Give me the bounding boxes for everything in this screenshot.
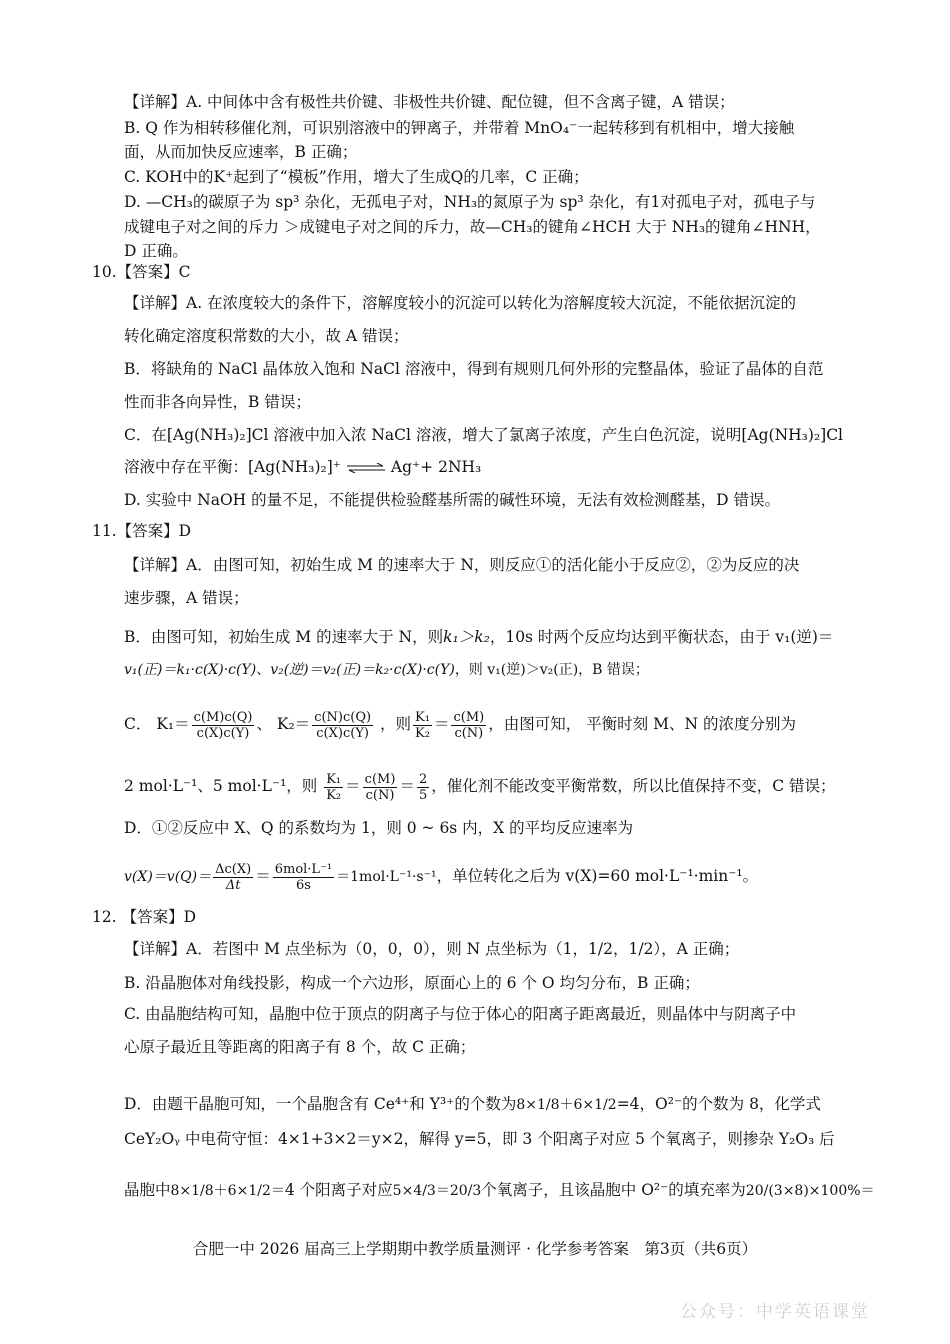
- q11-option-d-line1: D．①②反应中 X、Q 的系数均为 1，则 0 ~ 6s 内，X 的平均反应速率为: [124, 819, 634, 837]
- q12-option-a: 【详解】A．若图中 M 点坐标为（0，0，0），则 N 点坐标为（1，1/2，1/2），A 正确；: [124, 940, 740, 958]
- q9-option-d-line2: 成键电子对之间的斥力 ＞成键电子对之间的斥力，故—CH₃的键角∠HCH 大于 NH₃的键角∠HNH，: [124, 218, 821, 236]
- q10-equilibrium-left: 溶液中存在平衡：[Ag(NH₃)₂]⁺: [124, 458, 341, 476]
- q11-option-a-line1: 【详解】A．由图可知，初始生成 M 的速率大于 N，则反应①的活化能小于反应②，②为反应的决: [124, 556, 800, 574]
- q10-option-c-line2: [124, 457, 481, 477]
- q9-option-d-line1: D. —CH₃的碳原子为 sp³ 杂化，无孤电子对，NH₃的氮原子为 sp³ 杂化，有1对孤电子对，孤电子与: [124, 193, 816, 211]
- concentration-ratio: $\frac{c(M)}{c(N)}$: [453, 709, 485, 741]
- page-footer: 合肥一中 2026 届高三上学期期中教学质量测评 · 化学参考答案 第3页（共6页）: [192, 1240, 758, 1258]
- ion-count-formula: 8×1/8＋6×1/2: [516, 1097, 617, 1113]
- q12-answer-heading: 12. 【答案】D: [92, 908, 197, 926]
- ratio-value: $\frac{2}{5}$: [418, 771, 428, 803]
- q10-option-d: D. 实验中 NaOH 的量不足，不能提供检验醛基所需的碱性环境，无法有效检测醛基，D 错误。: [124, 491, 780, 509]
- q9-option-a: 【详解】A. 中间体中含有极性共价键、非极性共价键、配位键，但不含离子键，A 错误；: [124, 93, 735, 111]
- q10-option-b-line1: B．将缺角的 NaCl 晶体放入饱和 NaCl 溶液中，得到有规则几何外形的完整晶体，验证了晶体的自范: [124, 360, 824, 378]
- q11-option-d-line2: v(X)＝v(Q)＝ $\frac{\Delta c(X)}{\Delta t}$ ＝ $\frac{\text{6mol·L⁻¹}}{6s}$ ＝1mol·L⁻¹·s⁻¹，单位转化之后为 v(X)=60 mol·L⁻¹·min⁻¹。: [124, 861, 759, 893]
- q12-option-c-line1: C. 由晶胞结构可知，晶胞中位于顶点的阴离子与位于体心的阳离子距离最近，则晶体中与阴离子中: [124, 1005, 797, 1023]
- q11-option-c-line2: 2 mol·L⁻¹、5 mol·L⁻¹，则 $\frac{\text{K₁}}{\text{K₂}}$ ＝ $\frac{c(M)}{c(N)}$ ＝ $\frac{2}{5}$ ，催化剂不能改变平衡常数，所以比值保持不变，C 错误；: [124, 771, 836, 803]
- equilibrium-arrow-icon: [346, 463, 386, 473]
- watermark: 公众号：中学英语课堂: [680, 1302, 870, 1322]
- k1-expression: $\frac{c(M)c(Q)}{c(X)c(Y)}$: [193, 709, 253, 741]
- q11-option-b-line1: B．由图可知，初始生成 M 的速率大于 N，则k₁＞k₂，10s 时两个反应均达到平衡状态，由于 v₁(逆)＝: [124, 628, 834, 646]
- k-ratio: $\frac{\text{K₁}}{\text{K₂}}$: [415, 709, 430, 741]
- q9-option-d-line3: D 正确。: [124, 242, 188, 260]
- q12-option-d-line2: CeY₂Oᵧ 中电荷守恒：4×1+3×2＝y×2，解得 y=5，即 3 个阳离子对应 5 个氧离子，则掺杂 Y₂O₃ 后: [124, 1130, 835, 1148]
- q11-answer-heading: 11.【答案】D: [92, 522, 192, 540]
- q12-option-d-line1: D．由题干晶胞可知，一个晶胞含有 Ce⁴⁺和 Y³⁺的个数为8×1/8＋6×1/2=4，O²⁻的个数为 8，化学式: [124, 1095, 821, 1113]
- q12-option-c-line2: 心原子最近且等距离的阳离子有 8 个，故 C 正确；: [124, 1038, 476, 1056]
- k2-expression: $\frac{c(N)c(Q)}{c(X)c(Y)}$: [314, 709, 372, 741]
- rate-expression-2: v₂(逆)＝v₂(正)＝k₂·c(X)·c(Y): [270, 662, 455, 678]
- q11-option-a-line2: 速步骤，A 错误；: [124, 589, 249, 607]
- q10-option-a-line2: 转化确定溶度积常数的大小，故 A 错误；: [124, 327, 409, 345]
- q10-option-c-line1: C．在[Ag(NH₃)₂]Cl 溶液中加入浓 NaCl 溶液，增大了氯离子浓度，产生白色沉淀，说明[Ag(NH₃)₂]Cl: [124, 426, 844, 444]
- q9-option-b-line2: 面，从而加快反应速率，B 正确；: [124, 143, 358, 161]
- q10-answer-heading: 10.【答案】C: [92, 263, 191, 281]
- rate-constant-compare: k₁＞k₂: [443, 628, 490, 646]
- q10-option-b-line2: 性而非各向异性，B 错误；: [124, 393, 311, 411]
- q11-option-b-line2: v₁(正)＝k₁·c(X)·c(Y)、v₂(逆)＝v₂(正)＝k₂·c(X)·c(Y)，则 v₁(逆)＞v₂(正)，B 错误；: [124, 662, 649, 678]
- rate-expression-1: v₁(正)＝k₁·c(X)·c(Y): [124, 662, 257, 678]
- q10-equilibrium-right: Ag⁺+ 2NH₃: [390, 458, 482, 476]
- q12-option-b: B. 沿晶胞体对角线投影，构成一个六边形，原面心上的 6 个 O 均匀分布，B 正确；: [124, 974, 700, 992]
- q12-option-d-line3: 晶胞中8×1/8＋6×1/2＝4 个阳离子对应5×4/3＝20/3个氧离子，且该晶胞中 O²⁻的填充率为20/(3×8)×100%＝: [124, 1181, 875, 1199]
- q10-option-a-line1: 【详解】A. 在浓度较大的条件下，溶解度较小的沉淀可以转化为溶解度较大沉淀，不能依据沉淀的: [124, 294, 797, 312]
- q11-option-c-line1: C． K₁＝ $\frac{c(M)c(Q)}{c(X)c(Y)}$ 、 K₂＝ $\frac{c(N)c(Q)}{c(X)c(Y)}$ ，则 $\frac{\text{K₁}}{\text{K₂}}$ ＝ $\frac{c(M)}{c(N)}$ ，由图可知， 平衡时刻 M、N 的浓度分别为: [124, 709, 796, 741]
- q9-option-c: C. KOH中的K⁺起到了“模板”作用，增大了生成Q的几率，C 正确；: [124, 168, 589, 186]
- q9-option-b-line1: B. Q 作为相转移催化剂，可识别溶液中的钾离子，并带着 MnO₄⁻一起转移到有机相中，增大接触: [124, 119, 795, 137]
